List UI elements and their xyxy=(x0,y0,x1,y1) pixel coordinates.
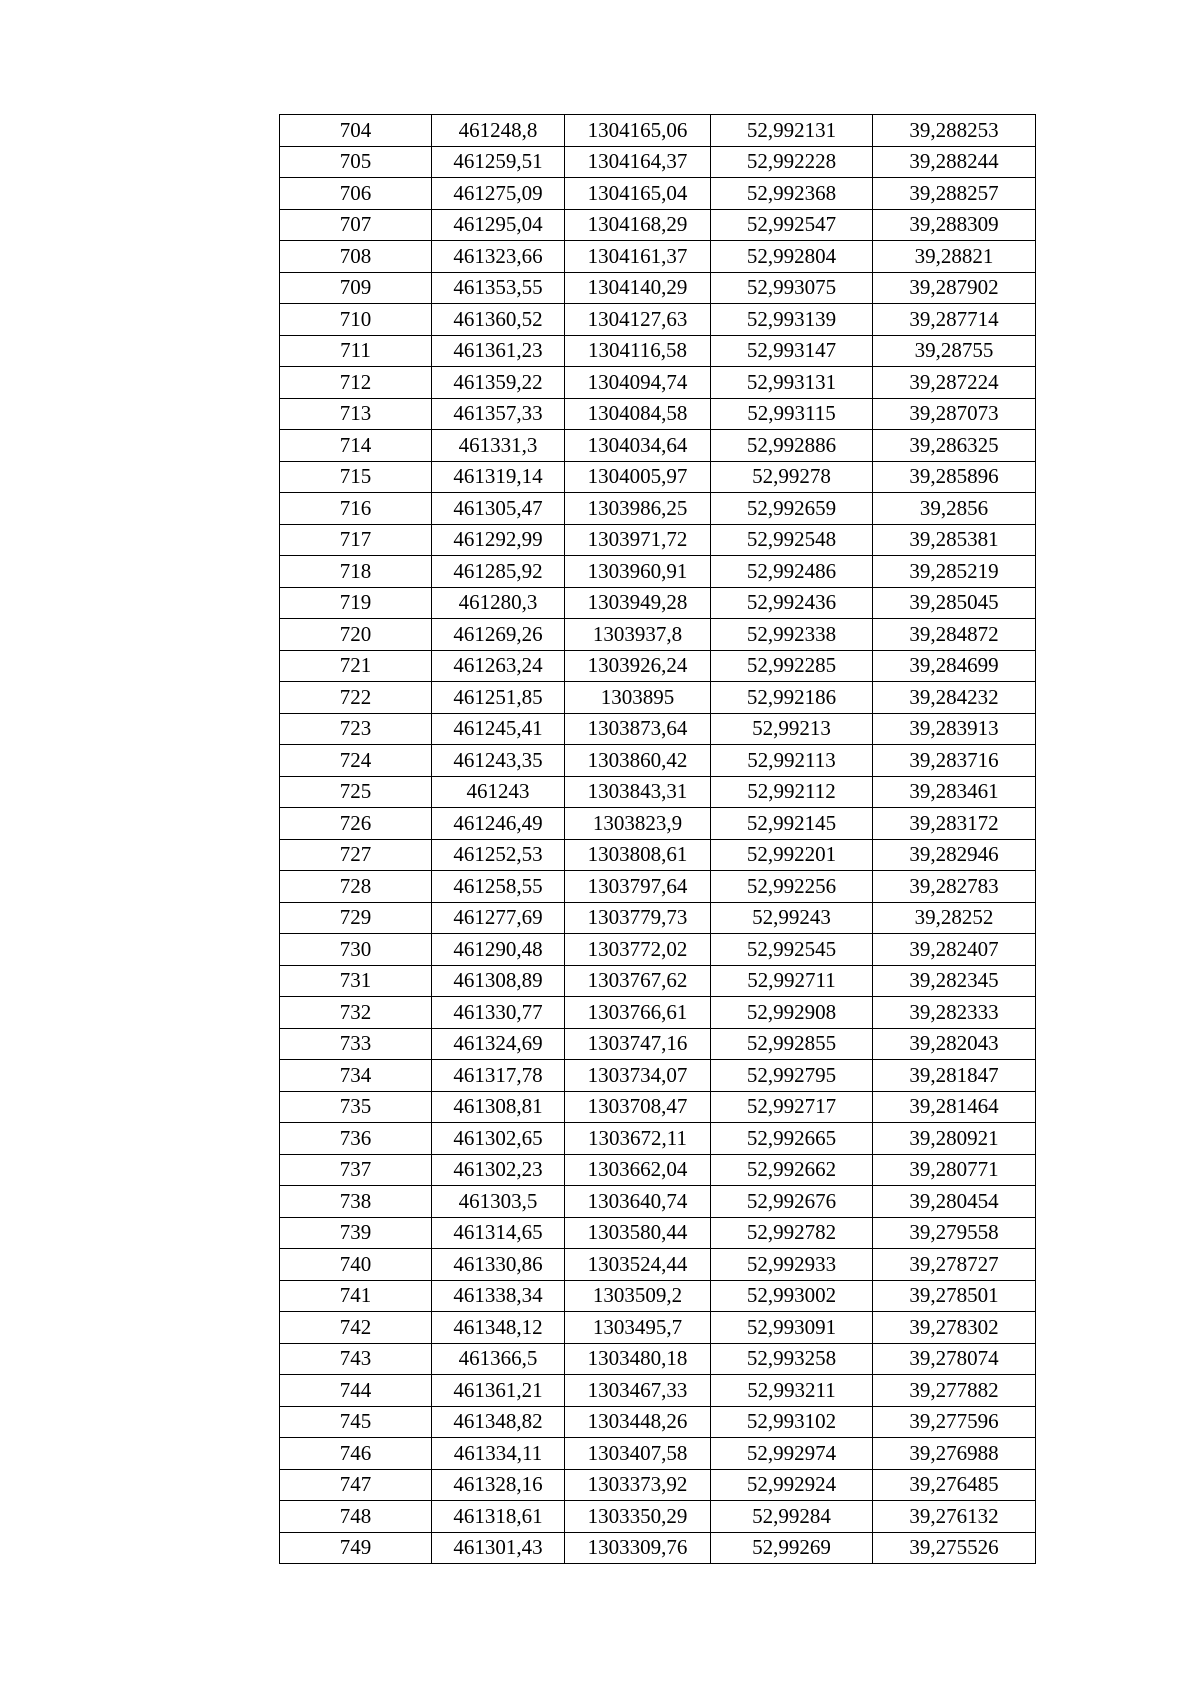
table-row xyxy=(280,619,1036,651)
y-coordinate-cell: 1303937,8 xyxy=(565,619,711,651)
longitude-cell: 39,283461 xyxy=(873,776,1036,808)
longitude-cell: 39,276988 xyxy=(873,1438,1036,1470)
latitude-cell: 52,992908 xyxy=(711,997,873,1029)
longitude-cell: 39,287224 xyxy=(873,367,1036,399)
y-coordinate-cell: 1303708,47 xyxy=(565,1091,711,1123)
point-number-cell: 718 xyxy=(280,556,432,588)
latitude-cell: 52,992228 xyxy=(711,146,873,178)
x-coordinate-cell: 461248,8 xyxy=(432,115,565,147)
table-row xyxy=(280,335,1036,367)
point-number-cell: 717 xyxy=(280,524,432,556)
table-row xyxy=(280,1469,1036,1501)
table-row xyxy=(280,1217,1036,1249)
point-number-cell: 746 xyxy=(280,1438,432,1470)
latitude-cell: 52,992782 xyxy=(711,1217,873,1249)
table-row xyxy=(280,934,1036,966)
latitude-cell: 52,993131 xyxy=(711,367,873,399)
y-coordinate-cell: 1303986,25 xyxy=(565,493,711,525)
table-row xyxy=(280,1375,1036,1407)
x-coordinate-cell: 461308,89 xyxy=(432,965,565,997)
longitude-cell: 39,284872 xyxy=(873,619,1036,651)
latitude-cell: 52,992545 xyxy=(711,934,873,966)
longitude-cell: 39,285045 xyxy=(873,587,1036,619)
latitude-cell: 52,993091 xyxy=(711,1312,873,1344)
longitude-cell: 39,275526 xyxy=(873,1532,1036,1564)
latitude-cell: 52,993075 xyxy=(711,272,873,304)
latitude-cell: 52,99243 xyxy=(711,902,873,934)
x-coordinate-cell: 461305,47 xyxy=(432,493,565,525)
latitude-cell: 52,993002 xyxy=(711,1280,873,1312)
x-coordinate-cell: 461251,85 xyxy=(432,682,565,714)
latitude-cell: 52,992662 xyxy=(711,1154,873,1186)
point-number-cell: 729 xyxy=(280,902,432,934)
point-number-cell: 727 xyxy=(280,839,432,871)
x-coordinate-cell: 461314,65 xyxy=(432,1217,565,1249)
longitude-cell: 39,284232 xyxy=(873,682,1036,714)
table-row xyxy=(280,745,1036,777)
table-row xyxy=(280,1343,1036,1375)
x-coordinate-cell: 461334,11 xyxy=(432,1438,565,1470)
latitude-cell: 52,992338 xyxy=(711,619,873,651)
y-coordinate-cell: 1304168,29 xyxy=(565,209,711,241)
point-number-cell: 721 xyxy=(280,650,432,682)
x-coordinate-cell: 461280,3 xyxy=(432,587,565,619)
table-row xyxy=(280,1249,1036,1281)
coordinates-table-body xyxy=(280,115,1036,1564)
table-row xyxy=(280,713,1036,745)
table-row xyxy=(280,997,1036,1029)
point-number-cell: 728 xyxy=(280,871,432,903)
y-coordinate-cell: 1303662,04 xyxy=(565,1154,711,1186)
y-coordinate-cell: 1303971,72 xyxy=(565,524,711,556)
y-coordinate-cell: 1303350,29 xyxy=(565,1501,711,1533)
y-coordinate-cell: 1303640,74 xyxy=(565,1186,711,1218)
x-coordinate-cell: 461292,99 xyxy=(432,524,565,556)
table-row xyxy=(280,650,1036,682)
longitude-cell: 39,288244 xyxy=(873,146,1036,178)
point-number-cell: 733 xyxy=(280,1028,432,1060)
longitude-cell: 39,280771 xyxy=(873,1154,1036,1186)
latitude-cell: 52,992665 xyxy=(711,1123,873,1155)
point-number-cell: 722 xyxy=(280,682,432,714)
table-row xyxy=(280,461,1036,493)
latitude-cell: 52,992933 xyxy=(711,1249,873,1281)
x-coordinate-cell: 461359,22 xyxy=(432,367,565,399)
latitude-cell: 52,992711 xyxy=(711,965,873,997)
longitude-cell: 39,281464 xyxy=(873,1091,1036,1123)
longitude-cell: 39,285896 xyxy=(873,461,1036,493)
x-coordinate-cell: 461360,52 xyxy=(432,304,565,336)
longitude-cell: 39,277596 xyxy=(873,1406,1036,1438)
x-coordinate-cell: 461259,51 xyxy=(432,146,565,178)
table-row xyxy=(280,1154,1036,1186)
x-coordinate-cell: 461303,5 xyxy=(432,1186,565,1218)
y-coordinate-cell: 1304116,58 xyxy=(565,335,711,367)
x-coordinate-cell: 461302,23 xyxy=(432,1154,565,1186)
latitude-cell: 52,992145 xyxy=(711,808,873,840)
longitude-cell: 39,288309 xyxy=(873,209,1036,241)
table-row xyxy=(280,1501,1036,1533)
latitude-cell: 52,993102 xyxy=(711,1406,873,1438)
table-row xyxy=(280,272,1036,304)
y-coordinate-cell: 1303873,64 xyxy=(565,713,711,745)
latitude-cell: 52,99269 xyxy=(711,1532,873,1564)
table-row xyxy=(280,776,1036,808)
x-coordinate-cell: 461330,77 xyxy=(432,997,565,1029)
x-coordinate-cell: 461324,69 xyxy=(432,1028,565,1060)
y-coordinate-cell: 1303860,42 xyxy=(565,745,711,777)
y-coordinate-cell: 1304140,29 xyxy=(565,272,711,304)
point-number-cell: 715 xyxy=(280,461,432,493)
x-coordinate-cell: 461330,86 xyxy=(432,1249,565,1281)
longitude-cell: 39,282946 xyxy=(873,839,1036,871)
latitude-cell: 52,992548 xyxy=(711,524,873,556)
latitude-cell: 52,992547 xyxy=(711,209,873,241)
longitude-cell: 39,282407 xyxy=(873,934,1036,966)
x-coordinate-cell: 461243 xyxy=(432,776,565,808)
table-row xyxy=(280,209,1036,241)
table-row xyxy=(280,1186,1036,1218)
longitude-cell: 39,280454 xyxy=(873,1186,1036,1218)
table-row xyxy=(280,902,1036,934)
point-number-cell: 720 xyxy=(280,619,432,651)
x-coordinate-cell: 461258,55 xyxy=(432,871,565,903)
x-coordinate-cell: 461252,53 xyxy=(432,839,565,871)
longitude-cell: 39,288257 xyxy=(873,178,1036,210)
table-row xyxy=(280,524,1036,556)
y-coordinate-cell: 1304127,63 xyxy=(565,304,711,336)
latitude-cell: 52,992717 xyxy=(711,1091,873,1123)
y-coordinate-cell: 1303448,26 xyxy=(565,1406,711,1438)
longitude-cell: 39,283913 xyxy=(873,713,1036,745)
x-coordinate-cell: 461319,14 xyxy=(432,461,565,493)
longitude-cell: 39,286325 xyxy=(873,430,1036,462)
y-coordinate-cell: 1303509,2 xyxy=(565,1280,711,1312)
table-row xyxy=(280,682,1036,714)
table-row xyxy=(280,1438,1036,1470)
point-number-cell: 749 xyxy=(280,1532,432,1564)
point-number-cell: 730 xyxy=(280,934,432,966)
table-row xyxy=(280,1280,1036,1312)
y-coordinate-cell: 1303895 xyxy=(565,682,711,714)
point-number-cell: 737 xyxy=(280,1154,432,1186)
point-number-cell: 745 xyxy=(280,1406,432,1438)
y-coordinate-cell: 1303524,44 xyxy=(565,1249,711,1281)
y-coordinate-cell: 1303373,92 xyxy=(565,1469,711,1501)
point-number-cell: 714 xyxy=(280,430,432,462)
table-row xyxy=(280,398,1036,430)
x-coordinate-cell: 461357,33 xyxy=(432,398,565,430)
table-row xyxy=(280,430,1036,462)
latitude-cell: 52,992112 xyxy=(711,776,873,808)
latitude-cell: 52,992924 xyxy=(711,1469,873,1501)
point-number-cell: 724 xyxy=(280,745,432,777)
table-row xyxy=(280,1406,1036,1438)
y-coordinate-cell: 1304094,74 xyxy=(565,367,711,399)
table-row xyxy=(280,808,1036,840)
y-coordinate-cell: 1303797,64 xyxy=(565,871,711,903)
longitude-cell: 39,276485 xyxy=(873,1469,1036,1501)
latitude-cell: 52,992256 xyxy=(711,871,873,903)
longitude-cell: 39,276132 xyxy=(873,1501,1036,1533)
longitude-cell: 39,282333 xyxy=(873,997,1036,1029)
longitude-cell: 39,283172 xyxy=(873,808,1036,840)
longitude-cell: 39,278501 xyxy=(873,1280,1036,1312)
x-coordinate-cell: 461263,24 xyxy=(432,650,565,682)
x-coordinate-cell: 461366,5 xyxy=(432,1343,565,1375)
table-row xyxy=(280,367,1036,399)
y-coordinate-cell: 1304084,58 xyxy=(565,398,711,430)
x-coordinate-cell: 461277,69 xyxy=(432,902,565,934)
point-number-cell: 709 xyxy=(280,272,432,304)
longitude-cell: 39,280921 xyxy=(873,1123,1036,1155)
latitude-cell: 52,992131 xyxy=(711,115,873,147)
latitude-cell: 52,993147 xyxy=(711,335,873,367)
point-number-cell: 736 xyxy=(280,1123,432,1155)
longitude-cell: 39,278074 xyxy=(873,1343,1036,1375)
latitude-cell: 52,992676 xyxy=(711,1186,873,1218)
table-row xyxy=(280,965,1036,997)
x-coordinate-cell: 461269,26 xyxy=(432,619,565,651)
point-number-cell: 731 xyxy=(280,965,432,997)
point-number-cell: 747 xyxy=(280,1469,432,1501)
y-coordinate-cell: 1303672,11 xyxy=(565,1123,711,1155)
longitude-cell: 39,2856 xyxy=(873,493,1036,525)
point-number-cell: 741 xyxy=(280,1280,432,1312)
latitude-cell: 52,992974 xyxy=(711,1438,873,1470)
y-coordinate-cell: 1304165,06 xyxy=(565,115,711,147)
table-row xyxy=(280,871,1036,903)
y-coordinate-cell: 1303580,44 xyxy=(565,1217,711,1249)
latitude-cell: 52,99284 xyxy=(711,1501,873,1533)
point-number-cell: 713 xyxy=(280,398,432,430)
latitude-cell: 52,993211 xyxy=(711,1375,873,1407)
x-coordinate-cell: 461361,23 xyxy=(432,335,565,367)
point-number-cell: 738 xyxy=(280,1186,432,1218)
point-number-cell: 734 xyxy=(280,1060,432,1092)
point-number-cell: 723 xyxy=(280,713,432,745)
longitude-cell: 39,284699 xyxy=(873,650,1036,682)
table-row xyxy=(280,1028,1036,1060)
table-row xyxy=(280,587,1036,619)
point-number-cell: 739 xyxy=(280,1217,432,1249)
x-coordinate-cell: 461353,55 xyxy=(432,272,565,304)
y-coordinate-cell: 1303843,31 xyxy=(565,776,711,808)
point-number-cell: 708 xyxy=(280,241,432,273)
x-coordinate-cell: 461275,09 xyxy=(432,178,565,210)
x-coordinate-cell: 461246,49 xyxy=(432,808,565,840)
latitude-cell: 52,992285 xyxy=(711,650,873,682)
point-number-cell: 710 xyxy=(280,304,432,336)
latitude-cell: 52,992436 xyxy=(711,587,873,619)
y-coordinate-cell: 1303772,02 xyxy=(565,934,711,966)
longitude-cell: 39,277882 xyxy=(873,1375,1036,1407)
x-coordinate-cell: 461302,65 xyxy=(432,1123,565,1155)
x-coordinate-cell: 461361,21 xyxy=(432,1375,565,1407)
latitude-cell: 52,992113 xyxy=(711,745,873,777)
y-coordinate-cell: 1304005,97 xyxy=(565,461,711,493)
y-coordinate-cell: 1303309,76 xyxy=(565,1532,711,1564)
table-row xyxy=(280,178,1036,210)
longitude-cell: 39,282043 xyxy=(873,1028,1036,1060)
y-coordinate-cell: 1303767,62 xyxy=(565,965,711,997)
x-coordinate-cell: 461323,66 xyxy=(432,241,565,273)
latitude-cell: 52,993258 xyxy=(711,1343,873,1375)
y-coordinate-cell: 1303926,24 xyxy=(565,650,711,682)
point-number-cell: 726 xyxy=(280,808,432,840)
y-coordinate-cell: 1303467,33 xyxy=(565,1375,711,1407)
latitude-cell: 52,993115 xyxy=(711,398,873,430)
point-number-cell: 707 xyxy=(280,209,432,241)
longitude-cell: 39,281847 xyxy=(873,1060,1036,1092)
point-number-cell: 712 xyxy=(280,367,432,399)
longitude-cell: 39,282783 xyxy=(873,871,1036,903)
latitude-cell: 52,992886 xyxy=(711,430,873,462)
coordinates-table xyxy=(279,114,1036,1564)
longitude-cell: 39,28252 xyxy=(873,902,1036,934)
point-number-cell: 743 xyxy=(280,1343,432,1375)
longitude-cell: 39,28755 xyxy=(873,335,1036,367)
point-number-cell: 735 xyxy=(280,1091,432,1123)
longitude-cell: 39,279558 xyxy=(873,1217,1036,1249)
y-coordinate-cell: 1303734,07 xyxy=(565,1060,711,1092)
y-coordinate-cell: 1303495,7 xyxy=(565,1312,711,1344)
x-coordinate-cell: 461338,34 xyxy=(432,1280,565,1312)
x-coordinate-cell: 461301,43 xyxy=(432,1532,565,1564)
longitude-cell: 39,28821 xyxy=(873,241,1036,273)
latitude-cell: 52,992795 xyxy=(711,1060,873,1092)
y-coordinate-cell: 1303766,61 xyxy=(565,997,711,1029)
point-number-cell: 704 xyxy=(280,115,432,147)
point-number-cell: 732 xyxy=(280,997,432,1029)
longitude-cell: 39,287714 xyxy=(873,304,1036,336)
y-coordinate-cell: 1303407,58 xyxy=(565,1438,711,1470)
y-coordinate-cell: 1304165,04 xyxy=(565,178,711,210)
table-row xyxy=(280,1091,1036,1123)
y-coordinate-cell: 1303779,73 xyxy=(565,902,711,934)
longitude-cell: 39,288253 xyxy=(873,115,1036,147)
point-number-cell: 748 xyxy=(280,1501,432,1533)
point-number-cell: 725 xyxy=(280,776,432,808)
point-number-cell: 719 xyxy=(280,587,432,619)
point-number-cell: 716 xyxy=(280,493,432,525)
table-row xyxy=(280,304,1036,336)
table-row xyxy=(280,1060,1036,1092)
longitude-cell: 39,287902 xyxy=(873,272,1036,304)
longitude-cell: 39,278302 xyxy=(873,1312,1036,1344)
y-coordinate-cell: 1304164,37 xyxy=(565,146,711,178)
longitude-cell: 39,285219 xyxy=(873,556,1036,588)
longitude-cell: 39,285381 xyxy=(873,524,1036,556)
table-row xyxy=(280,493,1036,525)
longitude-cell: 39,282345 xyxy=(873,965,1036,997)
point-number-cell: 742 xyxy=(280,1312,432,1344)
y-coordinate-cell: 1304034,64 xyxy=(565,430,711,462)
point-number-cell: 705 xyxy=(280,146,432,178)
x-coordinate-cell: 461348,82 xyxy=(432,1406,565,1438)
x-coordinate-cell: 461308,81 xyxy=(432,1091,565,1123)
x-coordinate-cell: 461285,92 xyxy=(432,556,565,588)
point-number-cell: 706 xyxy=(280,178,432,210)
table-row xyxy=(280,556,1036,588)
latitude-cell: 52,992659 xyxy=(711,493,873,525)
longitude-cell: 39,283716 xyxy=(873,745,1036,777)
latitude-cell: 52,993139 xyxy=(711,304,873,336)
point-number-cell: 744 xyxy=(280,1375,432,1407)
table-row xyxy=(280,1123,1036,1155)
table-row xyxy=(280,839,1036,871)
y-coordinate-cell: 1303949,28 xyxy=(565,587,711,619)
x-coordinate-cell: 461318,61 xyxy=(432,1501,565,1533)
longitude-cell: 39,278727 xyxy=(873,1249,1036,1281)
point-number-cell: 740 xyxy=(280,1249,432,1281)
x-coordinate-cell: 461245,41 xyxy=(432,713,565,745)
x-coordinate-cell: 461290,48 xyxy=(432,934,565,966)
x-coordinate-cell: 461317,78 xyxy=(432,1060,565,1092)
y-coordinate-cell: 1303808,61 xyxy=(565,839,711,871)
latitude-cell: 52,992804 xyxy=(711,241,873,273)
x-coordinate-cell: 461243,35 xyxy=(432,745,565,777)
x-coordinate-cell: 461348,12 xyxy=(432,1312,565,1344)
table-row xyxy=(280,146,1036,178)
x-coordinate-cell: 461331,3 xyxy=(432,430,565,462)
y-coordinate-cell: 1303747,16 xyxy=(565,1028,711,1060)
x-coordinate-cell: 461328,16 xyxy=(432,1469,565,1501)
y-coordinate-cell: 1303480,18 xyxy=(565,1343,711,1375)
latitude-cell: 52,99213 xyxy=(711,713,873,745)
y-coordinate-cell: 1303960,91 xyxy=(565,556,711,588)
longitude-cell: 39,287073 xyxy=(873,398,1036,430)
latitude-cell: 52,992855 xyxy=(711,1028,873,1060)
latitude-cell: 52,992486 xyxy=(711,556,873,588)
table-row xyxy=(280,1312,1036,1344)
point-number-cell: 711 xyxy=(280,335,432,367)
latitude-cell: 52,992201 xyxy=(711,839,873,871)
y-coordinate-cell: 1303823,9 xyxy=(565,808,711,840)
latitude-cell: 52,99278 xyxy=(711,461,873,493)
x-coordinate-cell: 461295,04 xyxy=(432,209,565,241)
latitude-cell: 52,992186 xyxy=(711,682,873,714)
table-row xyxy=(280,1532,1036,1564)
table-row xyxy=(280,241,1036,273)
table-row xyxy=(280,115,1036,147)
latitude-cell: 52,992368 xyxy=(711,178,873,210)
y-coordinate-cell: 1304161,37 xyxy=(565,241,711,273)
